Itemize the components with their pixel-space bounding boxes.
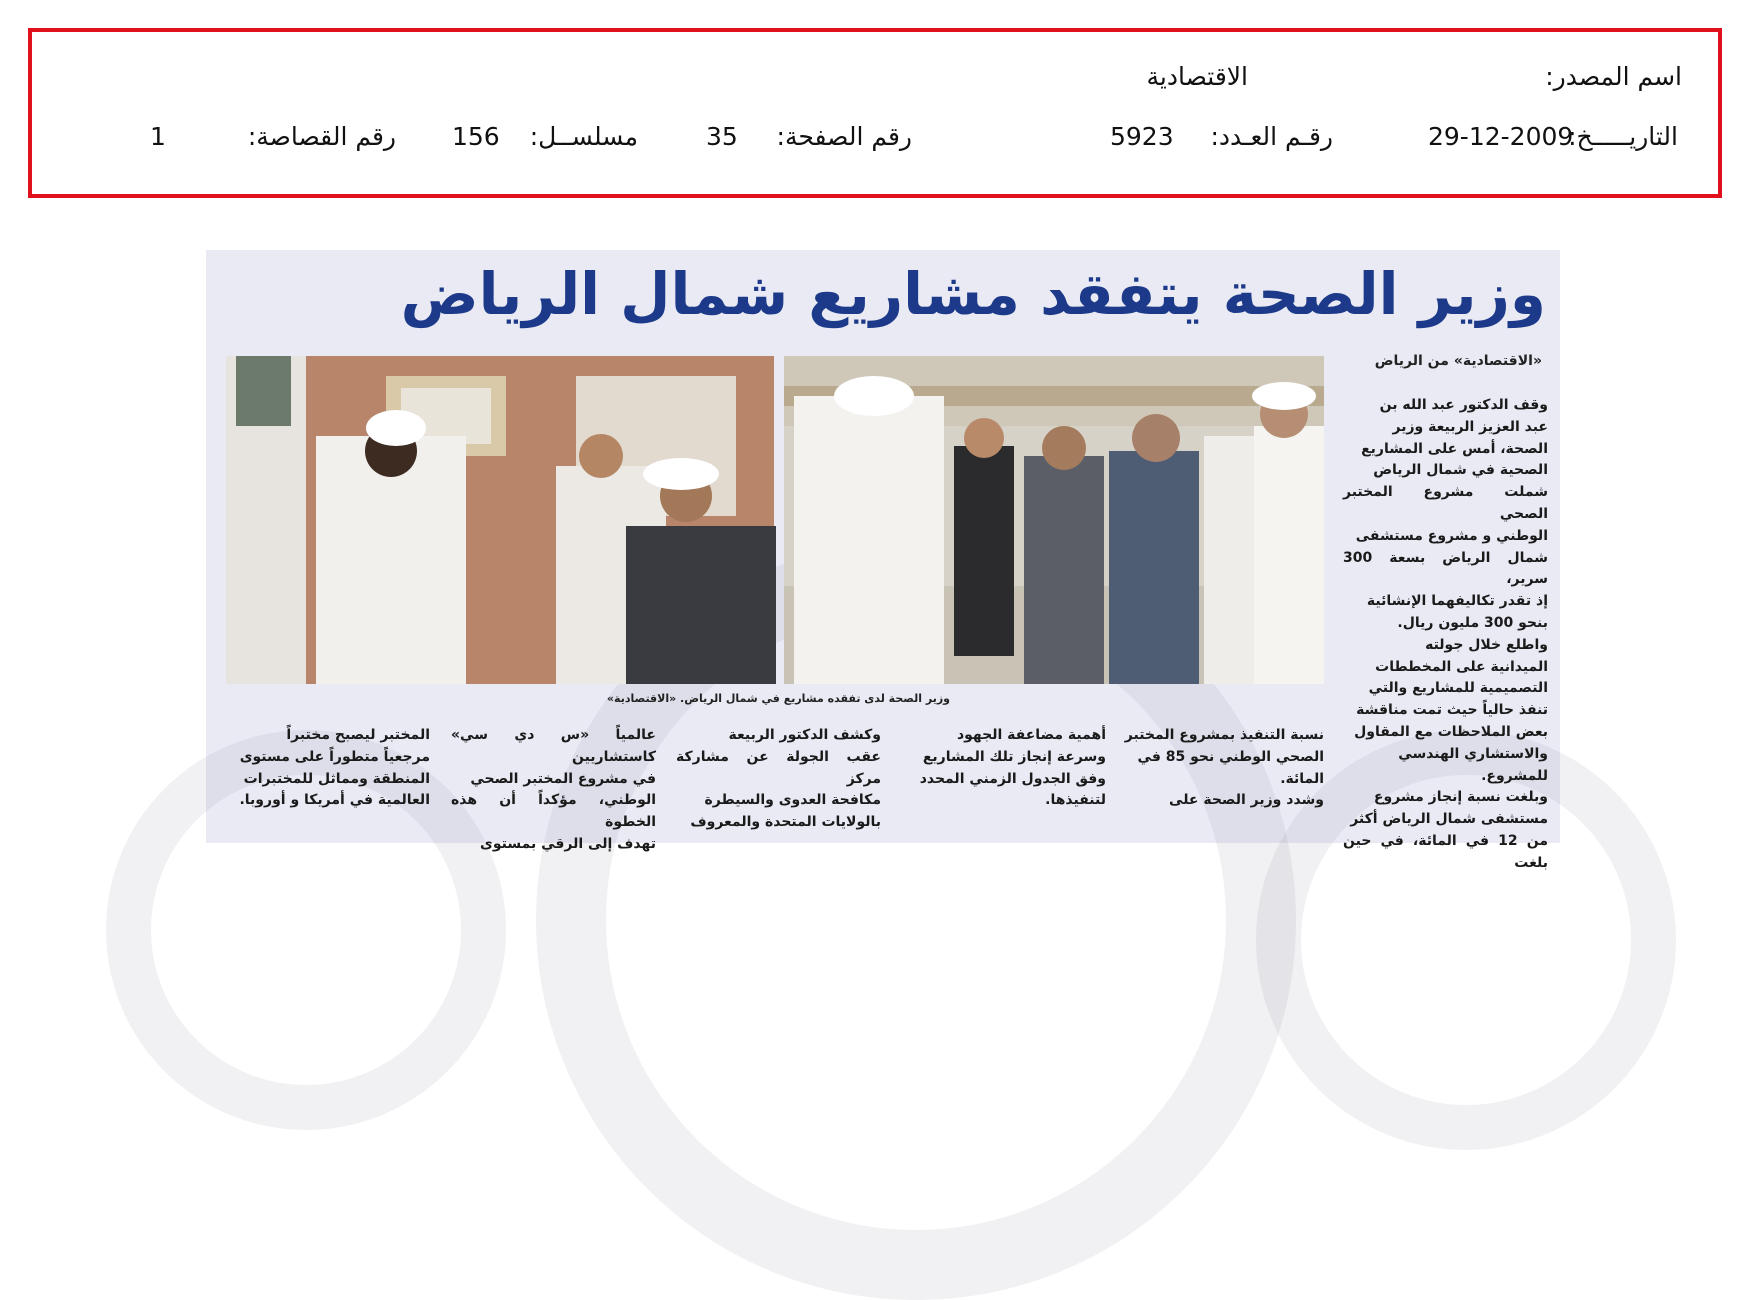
article-byline: «الاقتصادية» من الرياض <box>1374 353 1542 369</box>
article-column-1: نسبة التنفيذ بمشروع المختبر الصحي الوطني نحو 85 في المائة. وشدد وزير الصحة على <box>1124 727 1324 809</box>
photo-engineer-image <box>226 356 774 684</box>
article-column-2: أهمية مضاعفة الجهود وسرعة إنجاز تلك المشاريع وفق الجدول الزمني المحدد لتنفيذها. <box>919 727 1106 809</box>
source-value: الاقتصادية <box>1146 62 1248 91</box>
article-headline: وزير الصحة يتفقد مشاريع شمال الرياض <box>400 260 1546 328</box>
date-label: التاريـــــخ: <box>1568 122 1678 151</box>
clipping-metadata-box <box>28 28 1722 198</box>
article-column-4: عالمياً «س دي سي» كاستشاريين في مشروع المختبر الصحي الوطني، مؤكداً أن هذه الخطوة تهدف إلى الرقي بمستوى <box>451 727 656 852</box>
photo-officials-image <box>784 356 1324 684</box>
article-column-right: وقف الدكتور عبد الله بن عبد العزيز الربيعة وزير الصحة، أمس على المشاريع الصحية في شمال الرياض شملت مشروع المختبر الصحي الوطني و مشروع مستشفى شمال الرياض بسعة 300 سرير، إذ تقدر تكاليفهما الإنشائية بنحو 300 مليون ريال. واطلع خلال جولته الميدانية على المخططات التصميمية للمشاريع والتي تنفذ حالياً حيث تمت مناقشة بعض الملاحظات مع المقاول والاستشاري الهندسي للمشروع. وبلغت نسبة إنجاز مشروع مستشفى شمال الرياض أكثر من 12 في المائة، في حين بلغت <box>1343 397 1549 871</box>
article-column-3: وكشف الدكتور الربيعة عقب الجولة عن مشاركة مركز مكافحة العدوى والسيطرة بالولايات المتحدة والمعروف <box>676 727 881 831</box>
serial-value: 156 <box>452 122 500 151</box>
serial-label: مسلســل: <box>529 122 638 151</box>
photo-caption: وزير الصحة لدى تفقده مشاريع في شمال الرياض. «الاقتصادية» <box>606 692 950 705</box>
issue-value: 5923 <box>1110 122 1174 151</box>
page-label: رقم الصفحة: <box>776 122 912 151</box>
photo-engineer-plans <box>226 356 774 684</box>
issue-label: رقـم العـدد: <box>1210 122 1333 151</box>
page-value: 35 <box>706 122 738 151</box>
article-column-5: المختبر ليصبح مختبراً مرجعياً متطوراً على مستوى المنطقة ومماثل للمختبرات العالمية في أمريكا و أوروبا. <box>239 727 430 809</box>
photo-officials-group <box>784 356 1324 684</box>
source-label: اسم المصدر: <box>1545 62 1682 91</box>
clip-number-label: رقم القصاصة: <box>247 122 396 151</box>
clip-number-value: 1 <box>150 122 166 151</box>
date-value: 29-12-2009 <box>1428 122 1574 151</box>
newspaper-clipping <box>206 250 1560 871</box>
